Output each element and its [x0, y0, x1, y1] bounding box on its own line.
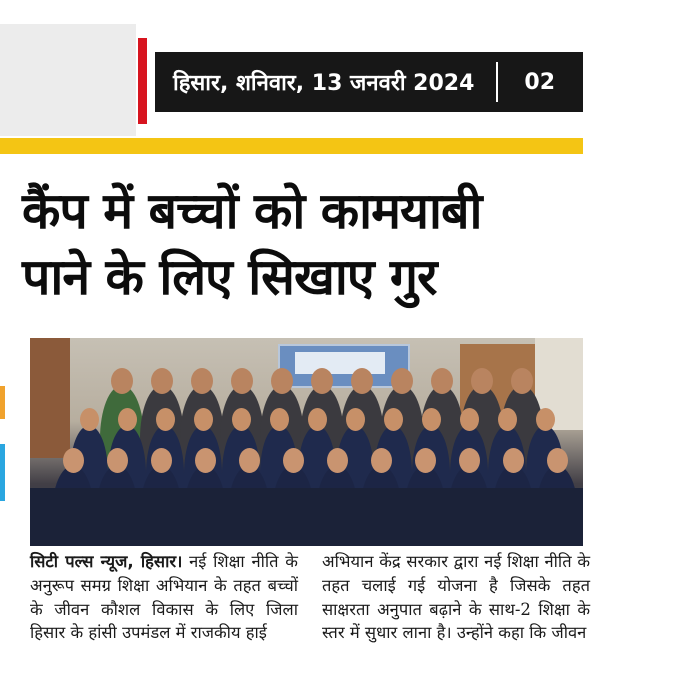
group-photo	[30, 338, 583, 546]
article-column-2-text: अभियान केंद्र सरकार द्वारा नई शिक्षा नीति के तहत चलाई गई योजना है जिसके तहत साक्षरता अनुपात बढ़ाने के साथ-2 शिक्षा के स्तर में सुधार लाना है। उन्होंने कहा कि जीवन	[322, 552, 590, 643]
photo-foreground	[30, 488, 583, 546]
photo-person-head	[308, 408, 327, 431]
photo-person-head	[498, 408, 517, 431]
photo-person-head	[151, 368, 173, 394]
photo-person-head	[111, 368, 133, 394]
article-column-2	[322, 550, 590, 645]
photo-person-head	[431, 368, 453, 394]
photo-person-head	[503, 448, 524, 473]
photo-person-head	[327, 448, 348, 473]
side-accent-orange	[0, 386, 5, 419]
photo-wall-panel	[30, 338, 70, 458]
photo-person-head	[384, 408, 403, 431]
photo-person-head	[346, 408, 365, 431]
headline-line-1: कैंप में बच्चों को कामयाबी	[22, 182, 482, 240]
photo-person-head	[195, 448, 216, 473]
red-accent-bar	[138, 38, 147, 124]
photo-person-head	[239, 448, 260, 473]
photo-person-head	[191, 368, 213, 394]
photo-person-head	[232, 408, 251, 431]
photo-person-head	[422, 408, 441, 431]
page-number: 02	[524, 69, 556, 95]
article-column-1-text: नई शिक्षा नीति के अनुरूप समग्र शिक्षा अभियान के तहत बच्चों के जीवन कौशल विकास के लिए जिला हिसार के हांसी उपमंडल में राजकीय हाई	[30, 552, 298, 643]
dateline-text: हिसार, शनिवार, 13 जनवरी 2024	[173, 71, 475, 96]
photo-person-head	[459, 448, 480, 473]
photo-person-head	[63, 448, 84, 473]
photo-person-head	[107, 448, 128, 473]
article-dateline: सिटी पल्स न्यूज, हिसार।	[30, 552, 183, 571]
dateline-divider	[496, 62, 498, 102]
photo-banner	[295, 352, 385, 374]
photo-person-head	[547, 448, 568, 473]
photo-person-head	[371, 448, 392, 473]
photo-person-head	[283, 448, 304, 473]
photo-person-head	[460, 408, 479, 431]
photo-person-head	[415, 448, 436, 473]
photo-person-head	[311, 368, 333, 394]
article-column-1	[30, 550, 298, 645]
photo-person-head	[231, 368, 253, 394]
headline	[22, 178, 592, 310]
photo-person-head	[151, 448, 172, 473]
photo-person-head	[536, 408, 555, 431]
photo-person-head	[80, 408, 99, 431]
photo-person-head	[270, 408, 289, 431]
photo-person-head	[156, 408, 175, 431]
photo-person-head	[471, 368, 493, 394]
margin-panel	[0, 24, 136, 136]
headline-line-2: पाने के लिए सिखाए गुर	[22, 248, 437, 306]
photo-person-head	[511, 368, 533, 394]
photo-person-head	[391, 368, 413, 394]
side-accent-blue	[0, 444, 5, 501]
dateline-banner	[155, 52, 583, 112]
yellow-rule	[0, 138, 583, 154]
photo-person-head	[118, 408, 137, 431]
photo-person-head	[271, 368, 293, 394]
photo-person-head	[351, 368, 373, 394]
photo-person-head	[194, 408, 213, 431]
